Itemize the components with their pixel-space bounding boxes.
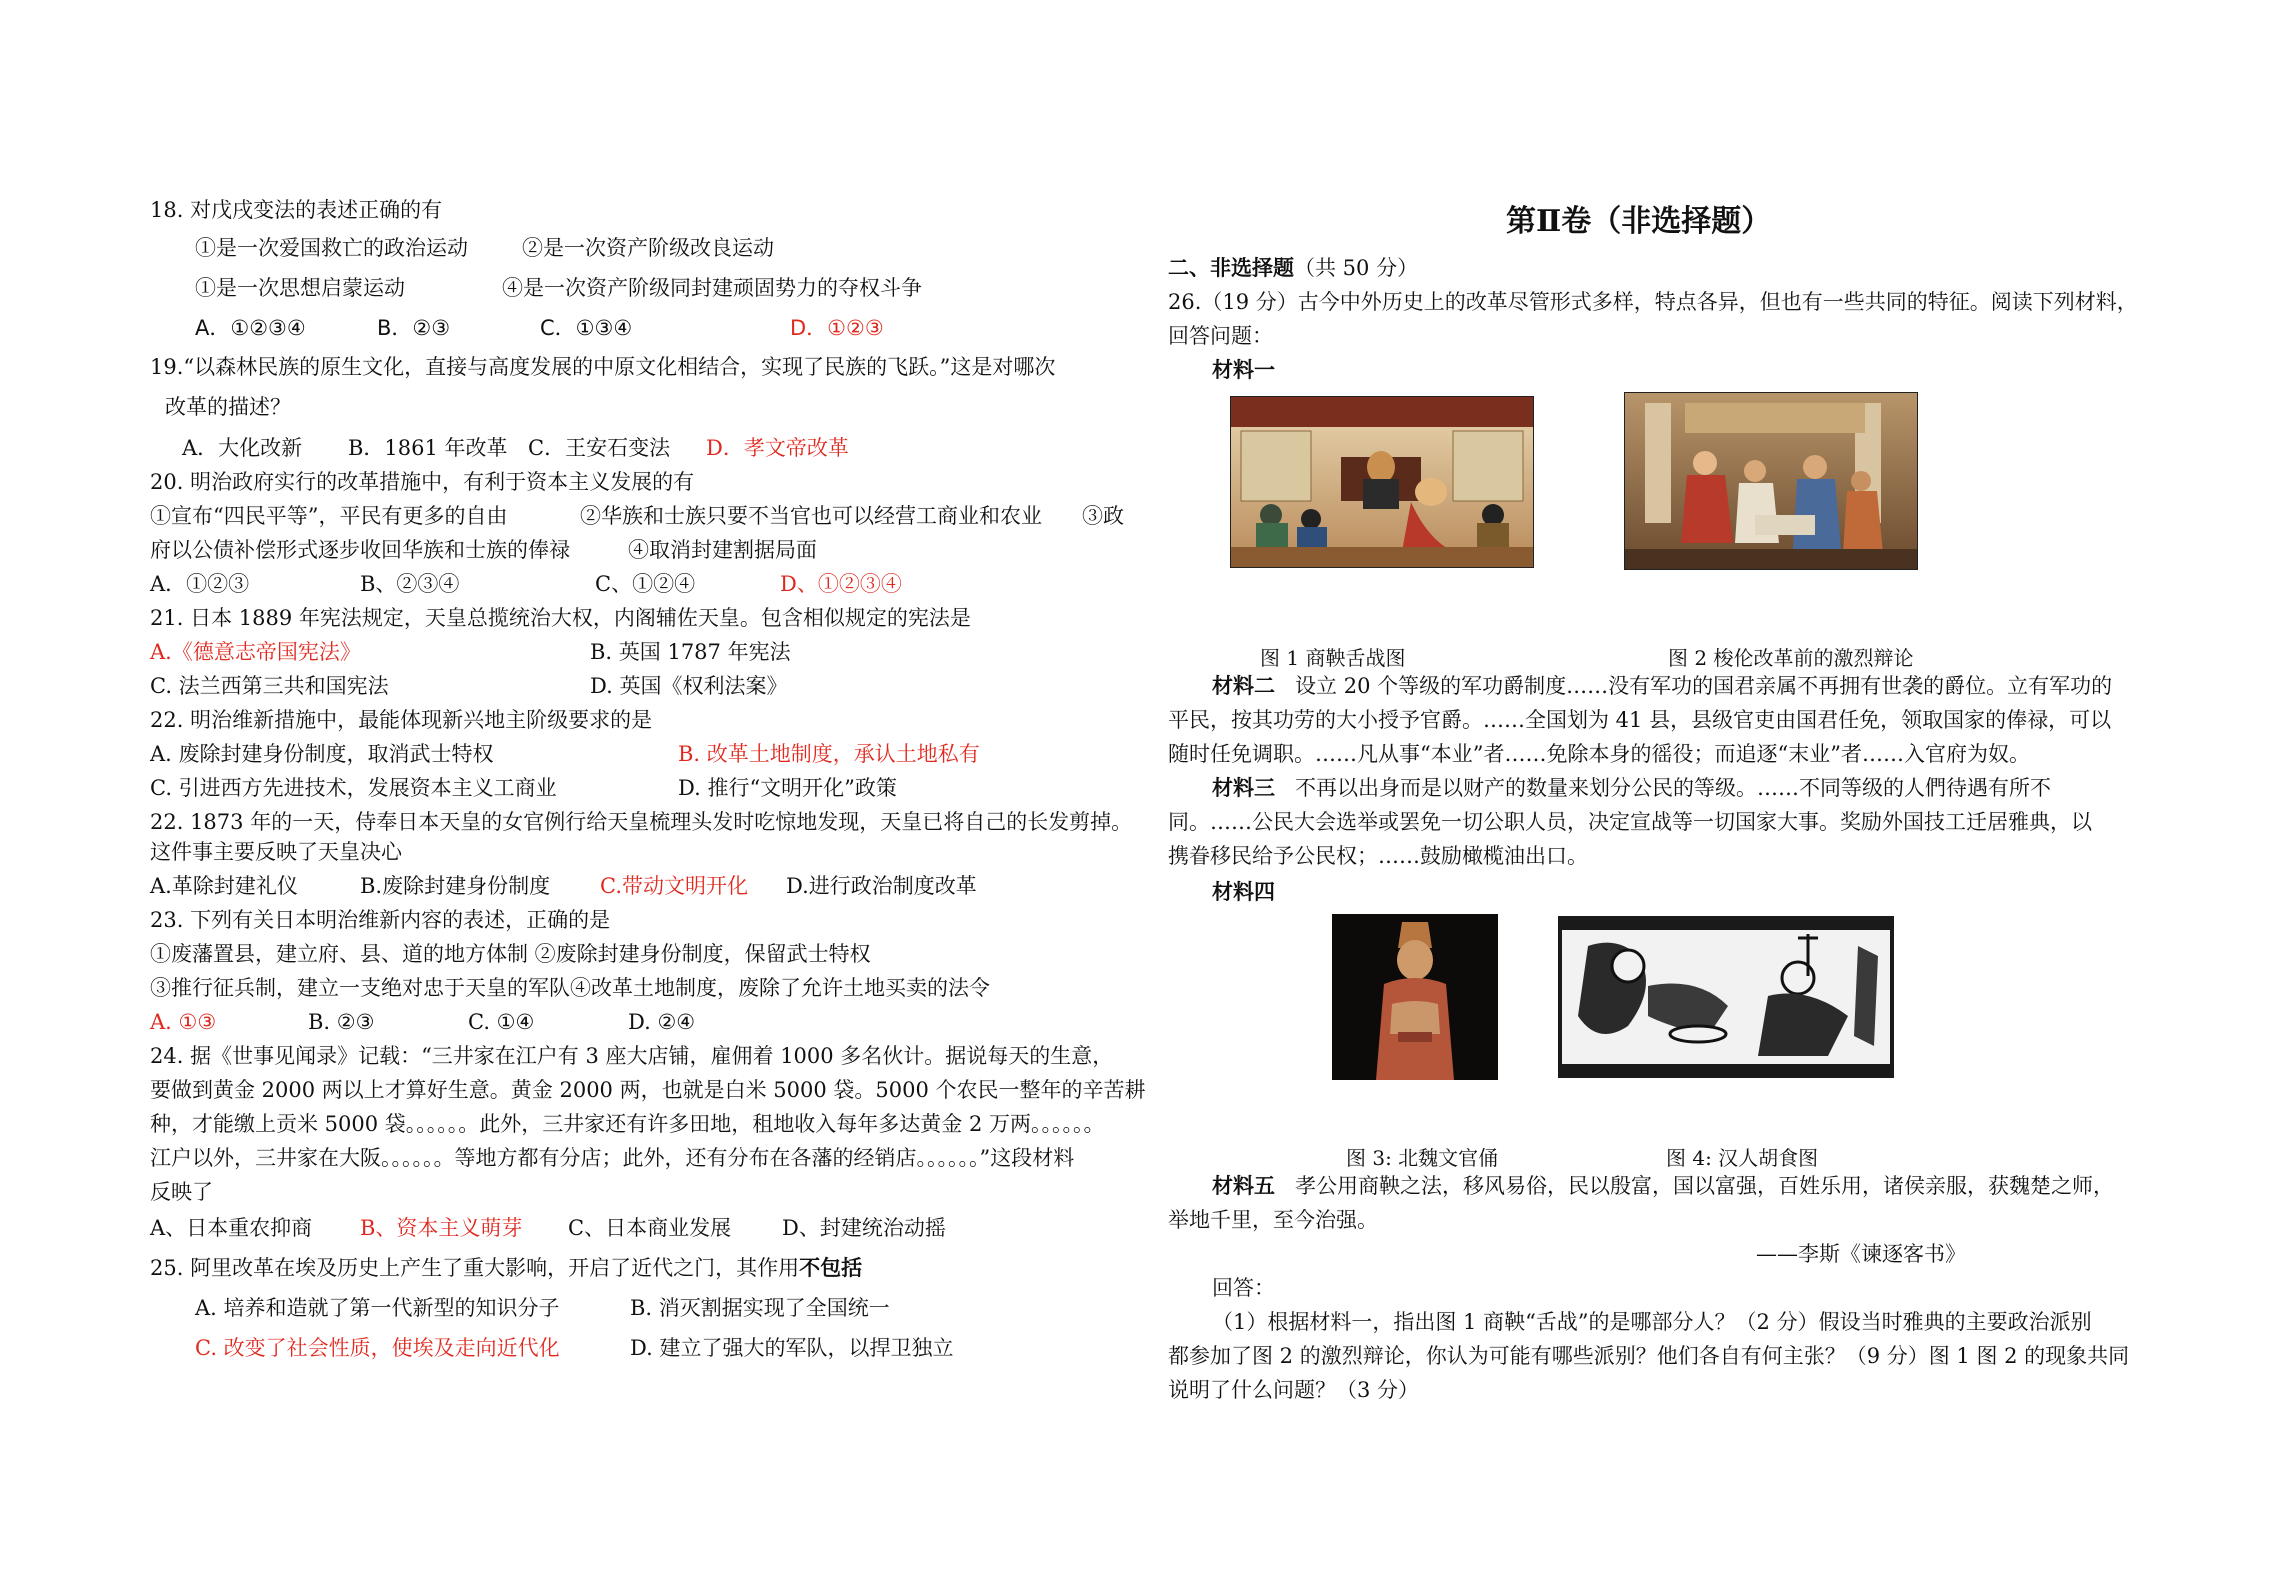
q18-option-2: ②是一次资产阶级改良运动 [522, 236, 774, 260]
material-2-line1 [1212, 672, 2112, 700]
material-5-source: ——李斯《谏逐客书》 [1756, 1242, 1966, 1266]
q22a-choice-c: C. 引进西方先进技术，发展资本主义工商业 [150, 776, 557, 800]
q19-choice-a: A．大化改新 [182, 436, 303, 460]
q22b-stem-line1: 22. 1873 年的一天，侍奉日本天皇的女官例行给天皇梳理头发时吃惊地发现，天皇已将自己的长发剪掉。 [150, 810, 1133, 834]
figure-3-figurine-image [1332, 914, 1498, 1080]
material-4-label: 材料四 [1212, 879, 1275, 904]
figure-4-rubbing-image [1558, 916, 1894, 1078]
q21-choice-c: C. 法兰西第三共和国宪法 [150, 674, 389, 698]
material-2-line3: 随时任免调职。……凡从事“本业”者……免除本身的徭役；而追逐“末业”者……入官府为奴。 [1168, 742, 2030, 766]
q24-choice-c: C、日本商业发展 [568, 1216, 732, 1240]
q26-stem-line2: 回答问题： [1168, 324, 1273, 348]
figure-1-caption: 图 1 商鞅舌战图 [1260, 646, 1406, 670]
answer-label: 回答： [1212, 1276, 1275, 1300]
material-2-text1: 设立 20 个等级的军功爵制度……没有军功的国君亲属不再拥有世袭的爵位。立有军功的 [1295, 674, 2113, 698]
q23-stem: 23. 下列有关日本明治维新内容的表述，正确的是 [150, 908, 611, 932]
q20-option-2: ②华族和士族只要不当官也可以经营工商业和农业 [580, 504, 1042, 528]
q25-stem [150, 1254, 862, 1282]
material-2-line2: 平民，按其功劳的大小授予官爵。……全国划为 41 县，县级官吏由国君任免，领取国家的俸禄，可以 [1168, 708, 2112, 732]
q24-choice-a: A、日本重农抑商 [150, 1216, 313, 1240]
q23-options-line2: ③推行征兵制，建立一支绝对忠于天皇的军队④改革土地制度，废除了允许土地买卖的法令 [150, 976, 990, 1000]
q20-stem: 20. 明治政府实行的改革措施中，有利于资本主义发展的有 [150, 470, 695, 494]
q20-choice-d-answer: D、①②③④ [780, 572, 902, 596]
figure-1-shang-yang-debate-image [1230, 396, 1534, 568]
q20-option-1: ①宣布“四民平等”，平民有更多的自由 [150, 504, 508, 528]
q25-choice-a: A. 培养和造就了第一代新型的知识分子 [195, 1296, 560, 1320]
q22a-choice-a: A. 废除封建身份制度，取消武士特权 [150, 742, 494, 766]
q25-stem-text: 25. 阿里改革在埃及历史上产生了重大影响，开启了近代之门，其作用 [150, 1256, 800, 1280]
q21-stem: 21. 日本 1889 年宪法规定，天皇总揽统治大权，内阁辅佐天皇。包含相似规定的宪法是 [150, 606, 971, 630]
q23-choice-a-answer: A. ①③ [150, 1010, 217, 1034]
figure-4-caption: 图 4: 汉人胡食图 [1666, 1146, 1819, 1170]
material-3-label: 材料三 [1212, 775, 1275, 800]
q22b-choice-a: A.革除封建礼仪 [150, 874, 298, 898]
q18-option-1: ①是一次爱国救亡的政治运动 [195, 236, 468, 260]
part-heading [1168, 254, 1418, 282]
q19-choice-c: C．王安石变法 [528, 436, 671, 460]
q23-choice-b: B. ②③ [308, 1010, 375, 1034]
q22a-choice-d: D. 推行“文明开化”政策 [678, 776, 897, 800]
q19-choice-b: B．1861 年改革 [348, 436, 508, 460]
figure-4-illustration [1558, 916, 1894, 1078]
q18-option-4: ④是一次资产阶级同封建顽固势力的夺权斗争 [502, 276, 922, 300]
q20-choice-b: B、②③④ [360, 572, 460, 596]
q21-choice-d: D. 英国《权利法案》 [590, 674, 788, 698]
q24-choice-d: D、封建统治动摇 [782, 1216, 946, 1240]
q19-stem-line2: 改革的描述？ [165, 395, 291, 419]
q20-choice-a: A．①②③ [150, 572, 250, 596]
q22a-stem: 22. 明治维新措施中，最能体现新兴地主阶级要求的是 [150, 708, 653, 732]
figure-2-solon-debate-image [1624, 392, 1918, 570]
material-2-label: 材料二 [1212, 673, 1275, 698]
q25-choice-c-answer: C. 改变了社会性质，使埃及走向近代化 [195, 1336, 560, 1360]
figure-3-illustration [1332, 914, 1498, 1080]
q25-choice-b: B. 消灭割据实现了全国统一 [630, 1296, 890, 1320]
q18-stem: 18. 对戊戌变法的表述正确的有 [150, 198, 443, 222]
q22b-choice-c-answer: C.带动文明开化 [600, 874, 748, 898]
q21-choice-b: B. 英国 1787 年宪法 [590, 640, 791, 664]
q19-choice-d-answer: D．孝文帝改革 [706, 436, 849, 460]
q22b-choice-b: B.废除封建身份制度 [360, 874, 551, 898]
figure-2-caption: 图 2 梭伦改革前的激烈辩论 [1668, 646, 1914, 670]
q24-choice-b-answer: B、资本主义萌芽 [360, 1216, 523, 1240]
q25-choice-d: D. 建立了强大的军队，以捍卫独立 [630, 1336, 954, 1360]
part-label: 二、非选择题 [1168, 255, 1294, 280]
answer-question-line3: 说明了什么问题？（3 分） [1168, 1378, 1420, 1402]
q21-choice-a-answer: A.《德意志帝国宪法》 [150, 640, 361, 664]
q18-choice-a: A．①②③④ [195, 316, 306, 340]
q18-option-3: ①是一次思想启蒙运动 [195, 276, 405, 300]
q20-option-3-end: 府以公债补偿形式逐步收回华族和士族的俸禄 [150, 538, 570, 562]
q20-choice-c: C、①②④ [595, 572, 696, 596]
section-title: 第Ⅱ卷（非选择题） [1506, 204, 1772, 239]
q18-choice-b: B．②③ [377, 316, 451, 340]
q26-stem-line1: 26.（19 分）古今中外历史上的改革尽管形式多样，特点各异，但也有一些共同的特征。阅读下列材料， [1168, 290, 2138, 314]
q19-stem-line1: 19.“以森林民族的原生文化，直接与高度发展的中原文化相结合，实现了民族的飞跃。”这是对哪次 [150, 355, 1056, 379]
q23-options-line1: ①废藩置县，建立府、县、道的地方体制 ②废除封建身份制度，保留武士特权 [150, 942, 871, 966]
material-5-label: 材料五 [1212, 1173, 1275, 1198]
part-score: （共 50 分） [1294, 256, 1419, 280]
material-3-text1: 不再以出身而是以财产的数量来划分公民的等级。……不同等级的人們待遇有所不 [1295, 776, 2052, 800]
figure-3-caption: 图 3: 北魏文官俑 [1346, 1146, 1499, 1170]
material-5-line1 [1212, 1172, 2114, 1200]
material-3-line3: 携眷移民给予公民权；……鼓励橄榄油出口。 [1168, 844, 1588, 868]
figure-1-illustration [1231, 397, 1533, 567]
material-5-text1: 孝公用商鞅之法，移风易俗，民以殷富，国以富强，百姓乐用，诸侯亲服，获魏楚之师， [1295, 1174, 2115, 1198]
material-3-line1 [1212, 774, 2051, 802]
q25-stem-emphasis: 不包括 [799, 1255, 863, 1280]
material-3-line2: 同。……公民大会选举或罢免一切公职人员，决定宣战等一切国家大事。奖励外国技工迁居雅典，以 [1168, 810, 2092, 834]
answer-question-line2: 都参加了图 2 的激烈辩论，你认为可能有哪些派别？他们各自有何主张？（9 分）图 1 图 2 的现象共同 [1168, 1344, 2130, 1368]
figure-2-illustration [1625, 393, 1917, 569]
q22a-choice-b-answer: B. 改革土地制度，承认土地私有 [678, 742, 980, 766]
q24-line5: 反映了 [150, 1180, 213, 1204]
q23-choice-d: D. ②④ [628, 1010, 696, 1034]
material-1-label: 材料一 [1212, 357, 1275, 382]
q22b-stem-line2: 这件事主要反映了天皇决心 [150, 840, 402, 864]
q24-line4: 江户以外，三井家在大阪。。。。。。等地方都有分店；此外，还有分布在各藩的经销店。。。。。。”这段材料 [150, 1146, 1075, 1170]
q24-line3: 种，才能缴上贡米 5000 袋。。。。。。此外，三井家还有许多田地，租地收入每年多达黄金 2 万两。。。。。。 [150, 1112, 1105, 1136]
q20-option-4: ④取消封建割据局面 [628, 538, 817, 562]
q18-choice-d-answer: D．①②③ [790, 316, 884, 340]
q18-choice-c: C．①③④ [540, 316, 633, 340]
q24-line2: 要做到黄金 2000 两以上才算好生意。黄金 2000 两，也就是白米 5000 袋。5000 个农民一整年的辛苦耕 [150, 1078, 1146, 1102]
material-5-line2: 举地千里，至今治强。 [1168, 1208, 1378, 1232]
answer-question-line1: （1）根据材料一，指出图 1 商鞅“舌战”的是哪部分人？（2 分）假设当时雅典的主要政治派别 [1212, 1310, 2092, 1334]
q23-choice-c: C. ①④ [468, 1010, 535, 1034]
q20-option-3-start: ③政 [1082, 504, 1124, 528]
q24-line1: 24. 据《世事见闻录》记载：“三井家在江户有 3 座大店铺，雇佣着 1000 多名伙计。据说每天的生意， [150, 1044, 1114, 1068]
q22b-choice-d: D.进行政治制度改革 [786, 874, 977, 898]
